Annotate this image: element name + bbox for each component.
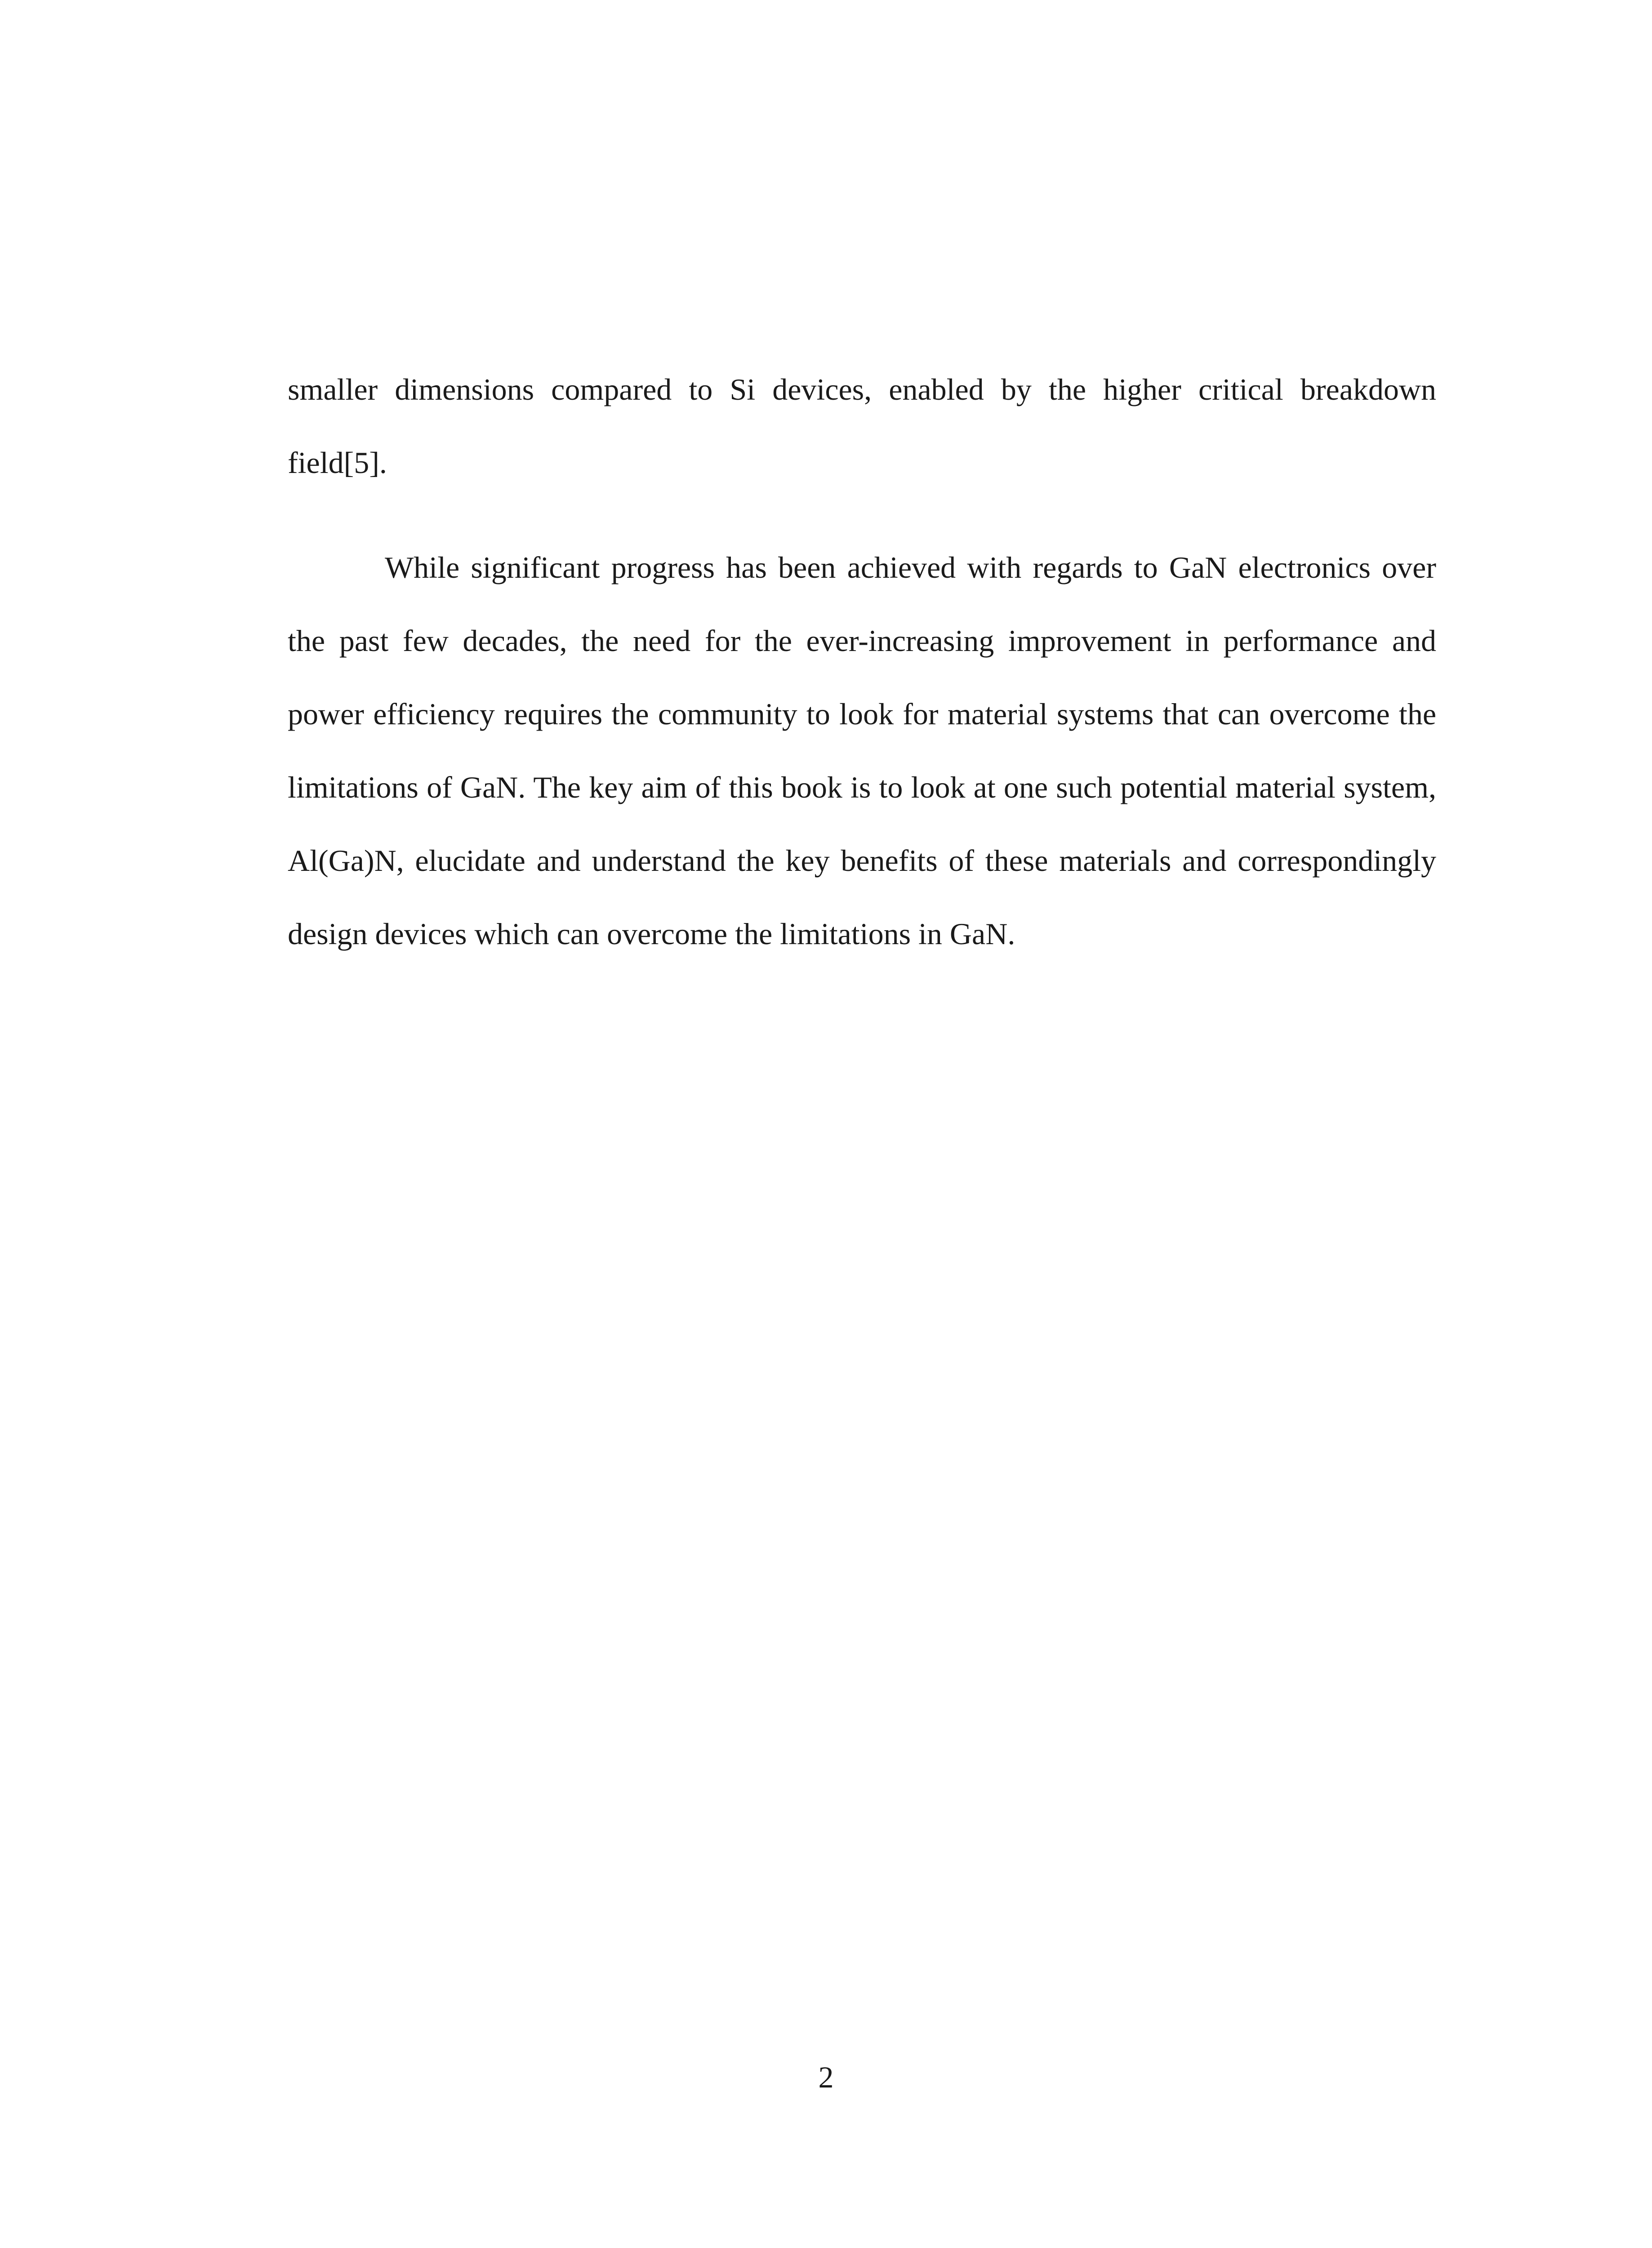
page-number: 2	[818, 2060, 834, 2094]
paragraph-continuation: smaller dimensions compared to Si devices, enabled by the higher critical breakdown field[5].	[288, 372, 1436, 480]
body-text	[288, 353, 1436, 971]
paragraph-main: While significant progress has been achieved with regards to GaN electronics over the past few decades, the need for the ever-increasing improvement in performance and power efficiency requires the community to look for material systems that can overcome the limitations of GaN. The key aim of this book is to look at one such potential material system, Al(Ga)N, elucidate and understand the key benefits of these materials and correspondingly design devices which can overcome the limitations in GaN.	[288, 550, 1436, 951]
